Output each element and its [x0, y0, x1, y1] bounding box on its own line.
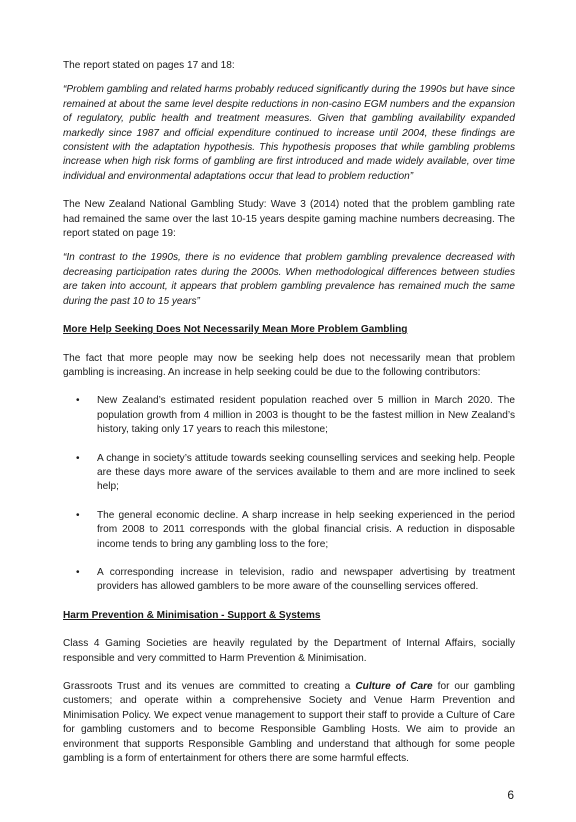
document-body [63, 59, 515, 766]
section-heading-help-seeking: More Help Seeking Does Not Necessarily Mean More Problem Gambling [63, 324, 408, 336]
list-item-text: New Zealand’s estimated resident population reached over 5 million in March 2020. The population growth from 4 million in 2003 is thought to be the fastest million in New Zealand’s history, taking only 17 years to reach this milestone; [97, 395, 515, 436]
list-item-text: A change in society’s attitude towards seeking counselling services and seeking help. People are these days more aware of the services available to them and are more inclined to seek help; [97, 452, 515, 493]
grassroots-text-start: Grassroots Trust and its venues are committed to creating a [63, 681, 356, 692]
intro-line: The report stated on pages 17 and 18: [63, 60, 235, 71]
list-item [63, 509, 515, 552]
grassroots-text-end: for our gambling customers; and operate within a comprehensive Society and Venue Harm Prevention and Minimisation Policy. We expect venue management to support their staff to provide a Culture of Care for gambling customers and to become Responsible Gambling Hosts. We aim to provide an environment that supports Responsible Gambling and understand that although for some people gambling is a form of entertainment for others there are some harmful effects. [63, 681, 515, 765]
list-item-text: The general economic decline. A sharp increase in help seeking experienced in the period from 2008 to 2011 corresponds with the global financial crisis. A reduction in disposable income tends to bring any gambling loss to the fore; [97, 509, 515, 550]
paragraph-grassroots [63, 680, 515, 766]
bullet-icon: • [76, 452, 80, 464]
bullet-icon: • [76, 566, 80, 578]
bullet-icon: • [76, 509, 80, 521]
culture-of-care-emphasis: Culture of Care [355, 681, 433, 692]
paragraph-help-seeking: The fact that more people may now be seeking help does not necessarily mean that problem gambling is increasing. An increase in help seeking could be due to the following contributors: [63, 352, 515, 378]
bullet-icon: • [76, 395, 80, 407]
paragraph-class4: Class 4 Gaming Societies are heavily regulated by the Department of Internal Affairs, socially responsible and very committed to Harm Prevention & Minimisation. [63, 638, 515, 664]
contributors-list [63, 394, 515, 594]
list-item [63, 566, 515, 595]
paragraph-wave3: The New Zealand National Gambling Study: Wave 3 (2014) noted that the problem gambling rate had remained the same over the last 10-15 years despite gaming machine numbers decreasing. The report stated on page 19: [63, 199, 515, 240]
list-item [63, 452, 515, 495]
list-item-text: A corresponding increase in television, radio and newspaper advertising by treatment providers has allowed gamblers to be more aware of the counselling services offered. [97, 566, 515, 593]
section-heading-harm-prevention: Harm Prevention & Minimisation - Support & Systems [63, 609, 321, 621]
list-item [63, 394, 515, 437]
quote-pages-17-18: “Problem gambling and related harms probably reduced significantly during the 1990s but have since remained at about the same level despite reductions in non-casino EGM numbers and the expansion of regulatory, public health and treatment measures. Given that gambling availability expanded markedly since 1987 and official expenditure continued to increase until 2004, these findings are consistent with the adaptation hypothesis. This hypothesis proposes that while gambling problems increase when high risk forms of gambling are first introduced and made widely available, over time individual and environmental adaptations occur that lead to problem reduction” [63, 84, 515, 182]
page-number: 6 [507, 788, 514, 802]
quote-page-19: “In contrast to the 1990s, there is no evidence that problem gambling prevalence decreased with decreasing participation rates during the 2000s. When methodological differences between studies are taken into account, it appears that problem gambling prevalence has remained much the same during the past 10 to 15 years” [63, 252, 515, 307]
